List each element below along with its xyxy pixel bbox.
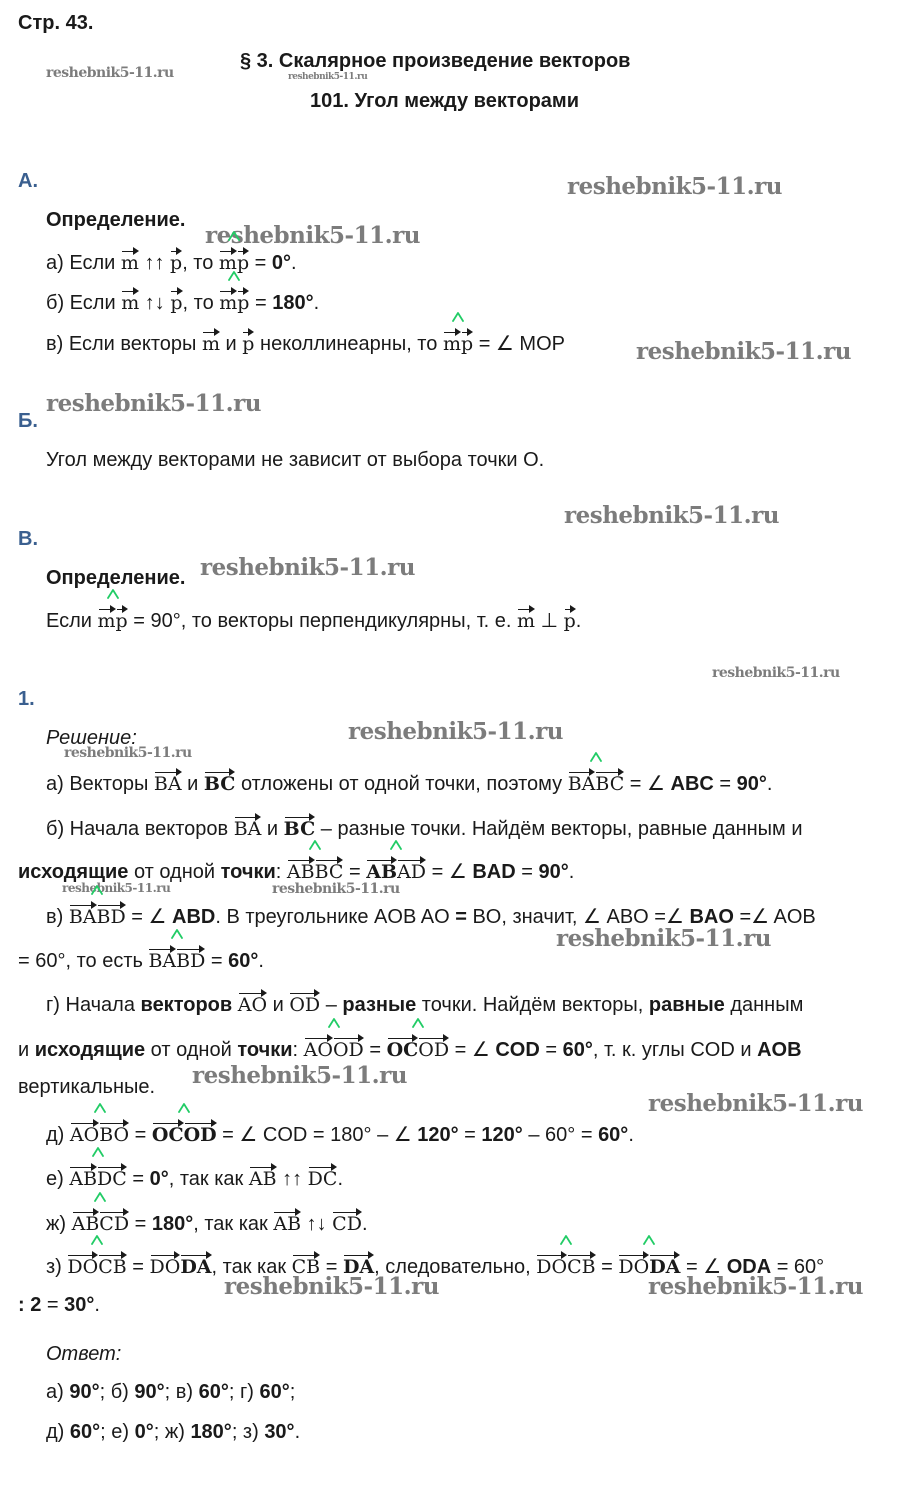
angle-caret-icon [560,1235,572,1245]
definition-line-a2: б) Если m ↑↓ p, то mp = 180°. [46,288,319,315]
section-label-a: А. [18,170,38,192]
angle-mark: OCOD [387,1035,450,1062]
solution-line-e: д) AOBO = OCOD = ∠ COD = 180° – ∠ 120° = 120° – 60° = 60°. [46,1120,634,1147]
watermark: reshebnik5-11.ru [192,1062,407,1089]
angle-caret-icon [590,752,602,762]
angle-caret-icon [91,1235,103,1245]
watermark: reshebnik5-11.ru [272,881,400,897]
watermark: reshebnik5-11.ru [636,338,851,365]
answer-line-1: а) 90°; б) 90°; в) 60°; г) 60°; [46,1381,296,1403]
definition-line-a3: в) Если векторы m и p неколлинеарны, то mp = ∠ MOP [46,329,565,356]
angle-mark: DODA [618,1252,680,1279]
topic-title: 101. Угол между векторами [310,90,580,112]
watermark: reshebnik5-11.ru [46,390,261,417]
solution-line-d3: вертикальные. [18,1076,156,1098]
task-label: 1. [18,688,35,710]
section-label-b: Б. [18,410,38,432]
watermark: reshebnik5-11.ru [564,502,779,529]
angle-mark: AOBO [70,1120,129,1147]
angle-caret-icon [171,929,183,939]
angle-mark: ABAD [366,857,426,884]
watermark: reshebnik5-11.ru [348,718,563,745]
solution-line-d2: и исходящие от одной точки: AOOD = OCOD = ∠ COD = 60°, т. к. углы COD и AOB [18,1035,802,1062]
angle-mark: OCOD [152,1120,217,1147]
section-b-text: Угол между векторами не зависит от выбора точки О. [46,449,545,471]
angle-caret-icon [178,1103,190,1113]
watermark: reshebnik5-11.ru [648,1090,863,1117]
solution-line-g: ж) ABCD = 180°, так как AB ↑↓ CD. [46,1209,368,1236]
angle-mark: BABD [69,902,126,929]
page-label: Стр. 43. [18,12,94,34]
definition-line-a1: а) Если m ↑↑ p, то mp = 0°. [46,248,297,275]
angle-caret-icon [107,589,119,599]
solution-line-b2: исходящие от одной точки: ABBC = ABAD = ∠ BAD = 90°. [18,857,574,884]
watermark: reshebnik5-11.ru [64,745,192,761]
solution-line-c2: = 60°, то есть BABD = 60°. [18,946,264,973]
angle-caret-icon [328,1018,340,1028]
angle-caret-icon [92,1147,104,1157]
angle-mark: DOCB [67,1252,126,1279]
watermark: reshebnik5-11.ru [648,1273,863,1300]
angle-caret-icon [309,840,321,850]
watermark: reshebnik5-11.ru [556,925,771,952]
watermark: reshebnik5-11.ru [288,72,368,82]
angle-caret-icon [91,885,103,895]
angle-caret-icon [412,1018,424,1028]
definition-heading: Определение. [46,209,186,231]
angle-mark: BABD [148,946,205,973]
answer-line-2: д) 60°; е) 0°; ж) 180°; з) 30°. [46,1421,301,1443]
definition-line-c: Если mp = 90°, то векторы перпендикулярны, т. е. m ⊥ p. [46,606,581,633]
watermark: reshebnik5-11.ru [46,65,174,81]
angle-caret-icon [643,1235,655,1245]
angle-caret-icon [228,271,240,281]
definition-heading: Определение. [46,567,186,589]
solution-line-b1: б) Начала векторов BA и BC – разные точки. Найдём векторы, равные данным и [46,814,803,841]
angle-caret-icon [94,1192,106,1202]
angle-mark: mp [219,288,249,315]
angle-mark: AOOD [304,1035,364,1062]
angle-mark: ABCD [72,1209,129,1236]
angle-mark: DOCB [536,1252,595,1279]
angle-caret-icon [390,840,402,850]
angle-caret-icon [94,1103,106,1113]
solution-line-h1: з) DOCB = DODA, так как CB = DA, следовательно, DOCB = DODA = ∠ ODA = 60° [46,1252,824,1279]
section-label-c: В. [18,528,38,550]
solution-line-c1: в) BABD = ∠ ABD. В треугольнике AOB AO = BO, значит, ∠ ABO =∠ BAO =∠ AOB [46,902,816,929]
watermark: reshebnik5-11.ru [224,1273,439,1300]
watermark: reshebnik5-11.ru [712,665,840,681]
chapter-title: § 3. Скалярное произведение векторов [240,50,631,72]
solution-line-f: е) ABDC = 0°, так как AB ↑↑ DC. [46,1164,343,1191]
angle-caret-icon [452,312,464,322]
angle-caret-icon [228,231,240,241]
watermark: reshebnik5-11.ru [205,222,420,249]
answer-label: Ответ: [46,1343,122,1365]
solution-line-a: а) Векторы BA и BC отложены от одной точки, поэтому BABC = ∠ ABC = 90°. [46,769,772,796]
watermark: reshebnik5-11.ru [62,881,171,895]
solution-line-h2: : 2 = 30°. [18,1294,100,1316]
watermark: reshebnik5-11.ru [567,173,782,200]
angle-mark: mp [219,248,249,275]
angle-mark: mp [98,606,128,633]
angle-mark: mp [443,329,473,356]
angle-mark: ABBC [287,857,344,884]
angle-mark: BABC [568,769,625,796]
solution-line-d1: г) Начала векторов AO и OD – разные точки. Найдём векторы, равные данным [46,990,803,1017]
angle-mark: ABDC [69,1164,126,1191]
solution-label: Решение: [46,727,137,749]
watermark: reshebnik5-11.ru [200,554,415,581]
